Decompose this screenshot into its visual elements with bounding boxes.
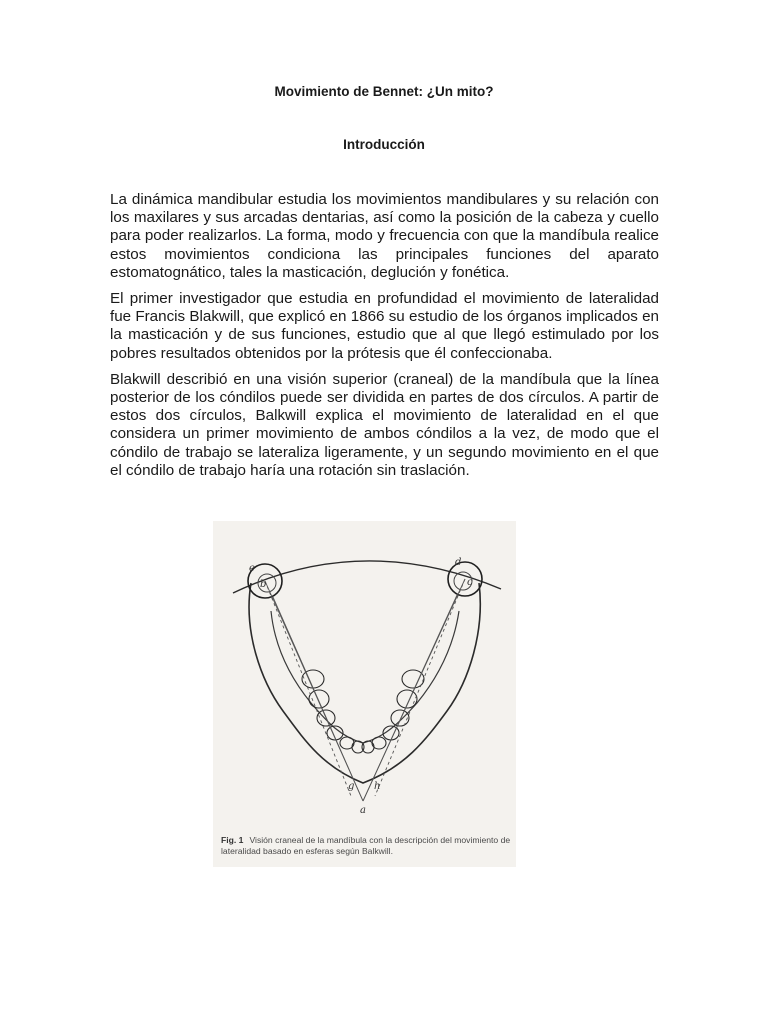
mandible-drawing xyxy=(213,521,516,831)
label-left-top: e xyxy=(249,563,255,574)
mandible-outer-outline xyxy=(249,583,480,783)
mandible-inner-outline xyxy=(271,611,459,743)
paragraph-2: El primer investigador que estudia en profundidad el movimiento de lateralidad fue Francis Blakwill, que explicó en 1866 su estudio de los órganos implicados en la masticación y de sus funciones, estudio que al que llegó estimulado por los pobres resultados obtenidos por la prótesis que él confeccionaba. xyxy=(110,290,659,362)
figure-label: Fig. 1 xyxy=(221,835,244,845)
paragraph-1: La dinámica mandibular estudia los movimientos mandibulares y su relación con los maxilares y sus arcadas dentarias, así como la posición de la cabeza y cuello para poder realizarlos. La forma, modo y frecuencia con que la mandíbula realice estos movimientos condiciona las principales funciones del aparato estomatognático, tales la masticación, deglución y fonética. xyxy=(110,191,659,281)
label-apex-right: h xyxy=(374,781,381,792)
body-text xyxy=(110,191,659,488)
label-right-inner: c xyxy=(467,577,473,588)
figure-caption-text: Visión craneal de la mandíbula con la descripción del movimiento de lateralidad basado en esferas según Balkwill. xyxy=(221,835,511,856)
paragraph-3: Blakwill describió en una visión superior (craneal) de la mandíbula que la línea posterior de los cóndilos puede ser dividida en partes de dos círculos. A partir de estos dos círculos, Balkwill explica el movimiento de lateralidad en el que considera un primer movimiento de ambos cóndilos a la vez, de modo que el cóndilo de trabajo se lateraliza ligeramente, y un segundo movimiento en el que el cóndilo de trabajo haría una rotación sin traslación. xyxy=(110,370,659,479)
label-apex: a xyxy=(360,805,366,816)
section-heading: Introducción xyxy=(343,137,425,152)
figure-mandible xyxy=(213,521,516,867)
construction-lines xyxy=(265,579,465,801)
label-apex-left: g xyxy=(348,781,355,792)
label-right-top: d xyxy=(455,557,462,568)
label-left-inner: b xyxy=(260,579,267,590)
document-title: Movimiento de Bennet: ¿Un mito? xyxy=(274,84,494,99)
figure-caption xyxy=(221,835,513,857)
